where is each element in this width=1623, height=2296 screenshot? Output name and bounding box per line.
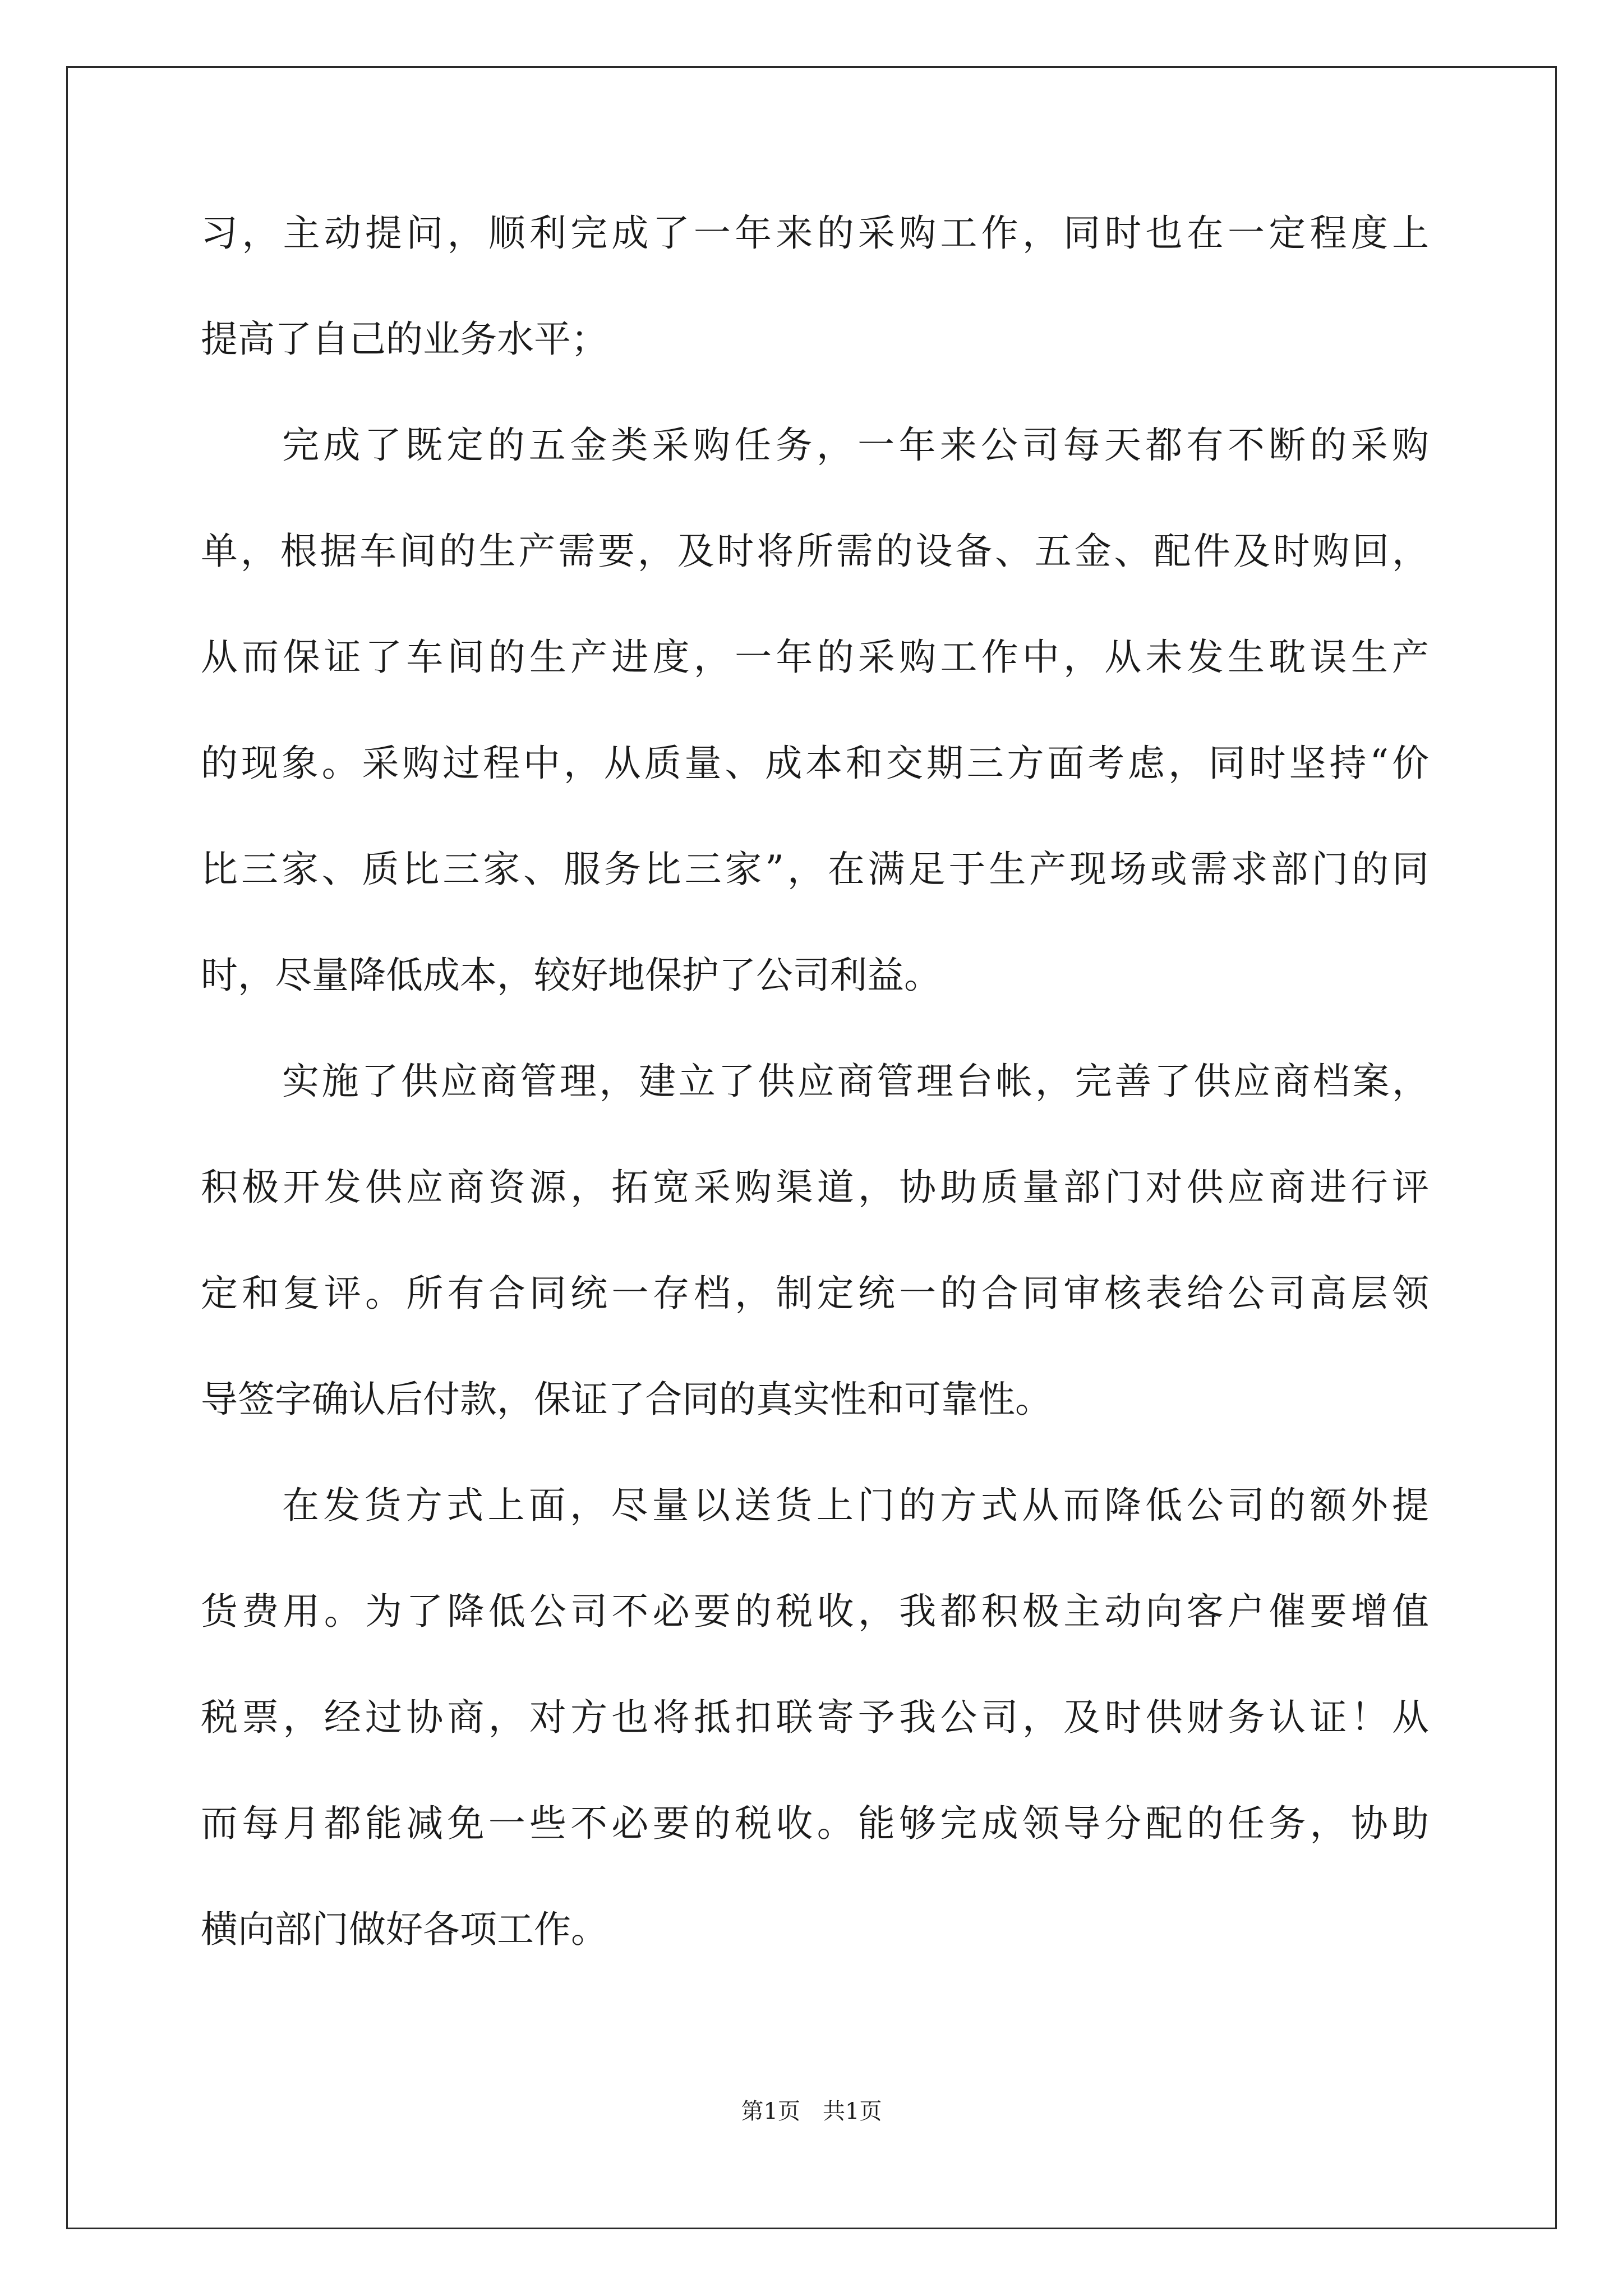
paragraph-first-line: 完成了既定的五金类采购任务，一年来公司每天都有不断的采购 bbox=[282, 424, 1429, 467]
text-line: 比三家、质比三家、服务比三家”，在满足于生产现场或需求部门的同 bbox=[201, 848, 1429, 891]
text-line: 的现象。采购过程中，从质量、成本和交期三方面考虑，同时坚持“价 bbox=[201, 742, 1429, 785]
text-line: 从而保证了车间的生产进度，一年的采购工作中，从未发生耽误生产 bbox=[201, 636, 1429, 679]
text-line: 提高了自己的业务水平； bbox=[201, 318, 608, 361]
page-footer: 第1页 共1页 bbox=[741, 2099, 882, 2124]
text-line: 习，主动提问，顺利完成了一年来的采购工作，同时也在一定程度上 bbox=[201, 211, 1429, 255]
text-line: 货费用。为了降低公司不必要的税收，我都积极主动向客户催要增值 bbox=[201, 1590, 1429, 1633]
text-line: 定和复评。所有合同统一存档，制定统一的合同审核表给公司高层领 bbox=[201, 1272, 1429, 1315]
text-line: 导签字确认后付款，保证了合同的真实性和可靠性。 bbox=[201, 1378, 1052, 1421]
text-line: 时，尽量降低成本，较好地保护了公司利益。 bbox=[201, 954, 941, 997]
text-line: 而每月都能减免一些不必要的税收。能够完成领导分配的任务，协助 bbox=[201, 1802, 1429, 1845]
paragraph-first-line: 在发货方式上面，尽量以送货上门的方式从而降低公司的额外提 bbox=[282, 1484, 1429, 1527]
text-line: 积极开发供应商资源，拓宽采购渠道，协助质量部门对供应商进行评 bbox=[201, 1166, 1429, 1209]
document-body bbox=[201, 211, 1429, 2017]
text-line: 单，根据车间的生产需要，及时将所需的设备、五金、配件及时购回， bbox=[201, 530, 1429, 573]
paragraph-first-line: 实施了供应商管理，建立了供应商管理台帐，完善了供应商档案， bbox=[282, 1060, 1429, 1103]
text-line: 税票，经过协商，对方也将抵扣联寄予我公司，及时供财务认证！从 bbox=[201, 1696, 1429, 1739]
text-line: 横向部门做好各项工作。 bbox=[201, 1908, 608, 1951]
